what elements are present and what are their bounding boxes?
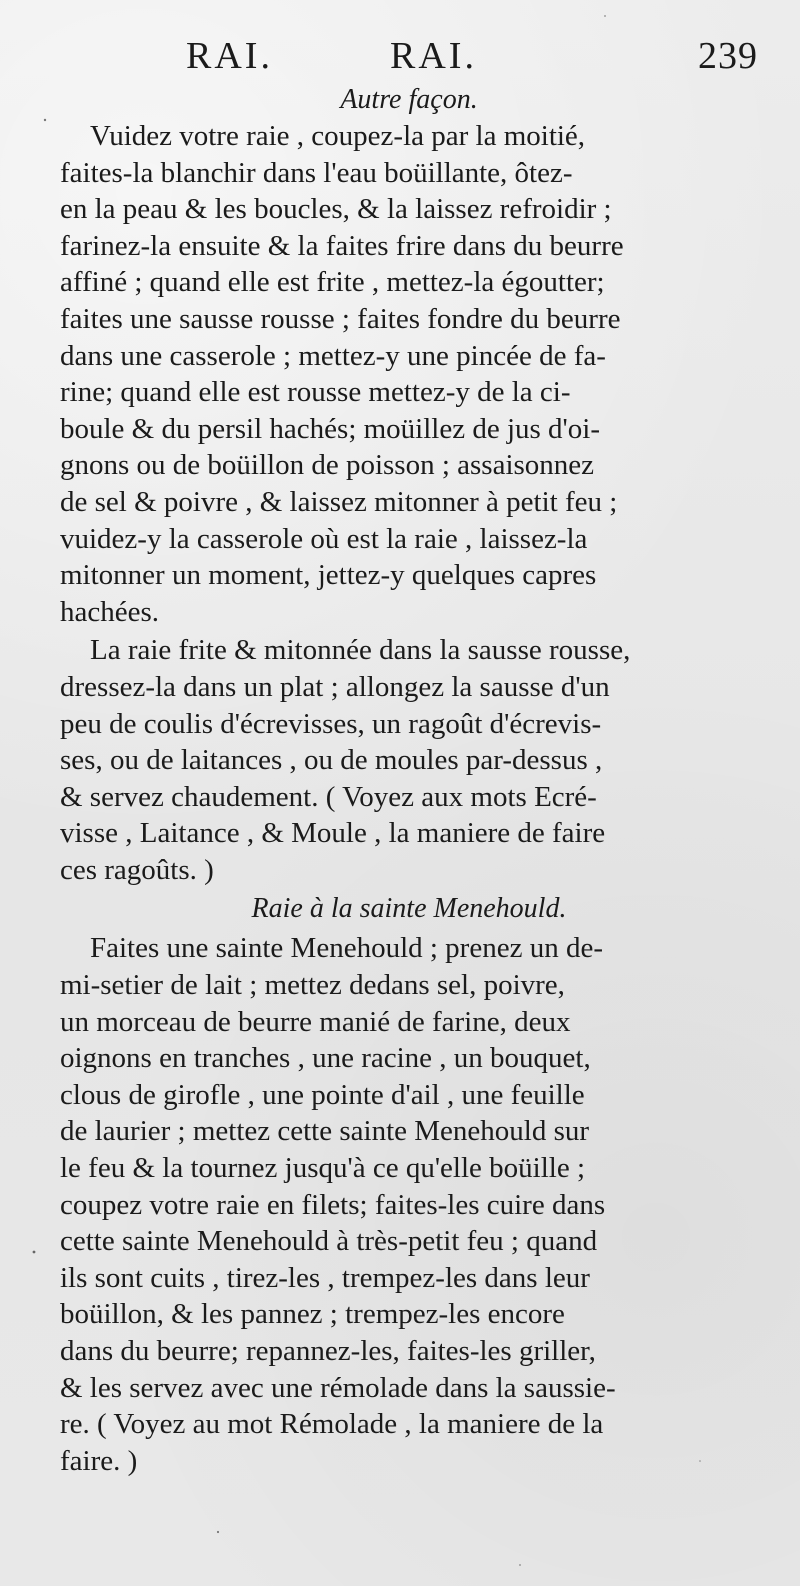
text-line: mitonner un moment, jettez-y quelques capres [60, 559, 597, 592]
text-line: faire. ) [60, 1444, 138, 1477]
subhead-autre-facon: Autre façon. [340, 84, 478, 115]
text-line: boüillon, & les pannez ; trempez-les encore [60, 1298, 565, 1331]
text-line: coupez votre raie en filets; faites-les cuire dans [60, 1188, 606, 1221]
text-line: le feu & la tournez jusqu'à ce qu'elle boüille ; [60, 1152, 586, 1185]
text-line: dans une casserole ; mettez-y une pincée de fa- [60, 339, 606, 372]
text-line: un morceau de beurre manié de farine, deux [60, 1005, 571, 1038]
text-line: & servez chaudement. ( Voyez aux mots Ecré- [60, 780, 597, 813]
text-line: clous de girofle , une pointe d'ail , une feuille [60, 1078, 585, 1111]
text-line: faites-la blanchir dans l'eau boüillante, ôtez- [60, 156, 573, 189]
text-line: de laurier ; mettez cette sainte Menehould sur [60, 1115, 590, 1148]
paragraph-3 [60, 930, 758, 1479]
text-line: gnons ou de boüillon de poisson ; assaisonnez [60, 449, 595, 482]
running-head [60, 28, 758, 84]
text-line: ces ragoûts. ) [60, 853, 214, 886]
text-line: & les servez avec une rémolade dans la saussie- [60, 1371, 616, 1404]
running-head-left: RAI. [186, 35, 273, 77]
text-line: oignons en tranches , une racine , un bouquet, [60, 1042, 591, 1075]
text-line: Faites une sainte Menehould ; prenez un de- [90, 932, 603, 965]
text-line: dressez-la dans un plat ; allongez la sausse d'un [60, 670, 610, 703]
text-line: dans du beurre; repannez-les, faites-les griller, [60, 1335, 596, 1367]
text-line: ils sont cuits , tirez-les , trempez-les dans leur [60, 1261, 590, 1294]
text-line: ses, ou de laitances , ou de moules par-dessus , [60, 744, 603, 777]
text-line: La raie frite & mitonnée dans la sausse rousse, [90, 634, 631, 667]
text-line: rine; quand elle est rousse mettez-y de la ci- [60, 376, 571, 409]
text-line: re. ( Voyez au mot Rémolade , la maniere de la [60, 1408, 604, 1441]
text-line: visse , Laitance , & Moule , la maniere de faire [60, 817, 606, 850]
section-heading: Raie à la sainte Menehould. [251, 893, 567, 925]
text-line: boule & du persil hachés; moüillez de jus d'oi- [60, 412, 600, 445]
paragraph-2 [60, 632, 758, 888]
page-number: 239 [698, 35, 758, 77]
text-line: hachées. [60, 595, 160, 628]
running-head-center: RAI. [390, 35, 477, 77]
text-line: Vuidez votre raie , coupez-la par la moitié, [90, 120, 586, 152]
text-line: en la peau & les boucles, & la laissez refroidir ; [60, 193, 612, 226]
text-line: faites une sausse rousse ; faites fondre du beurre [60, 302, 621, 335]
text-line: vuidez-y la casserole où est la raie , laissez-la [60, 522, 588, 555]
text-line: affiné ; quand elle est frite , mettez-la égoutter; [60, 266, 605, 299]
text-line: peu de coulis d'écrevisses, un ragoût d'écrevis- [60, 707, 602, 740]
text-line: de sel & poivre , & laissez mitonner à petit feu ; [60, 485, 618, 518]
paragraph-1 [60, 118, 758, 630]
text-line: cette sainte Menehould à très-petit feu ; quand [60, 1225, 598, 1258]
text-line: mi-setier de lait ; mettez dedans sel, poivre, [60, 969, 565, 1002]
text-line: farinez-la ensuite & la faites frire dans du beurre [60, 229, 624, 262]
